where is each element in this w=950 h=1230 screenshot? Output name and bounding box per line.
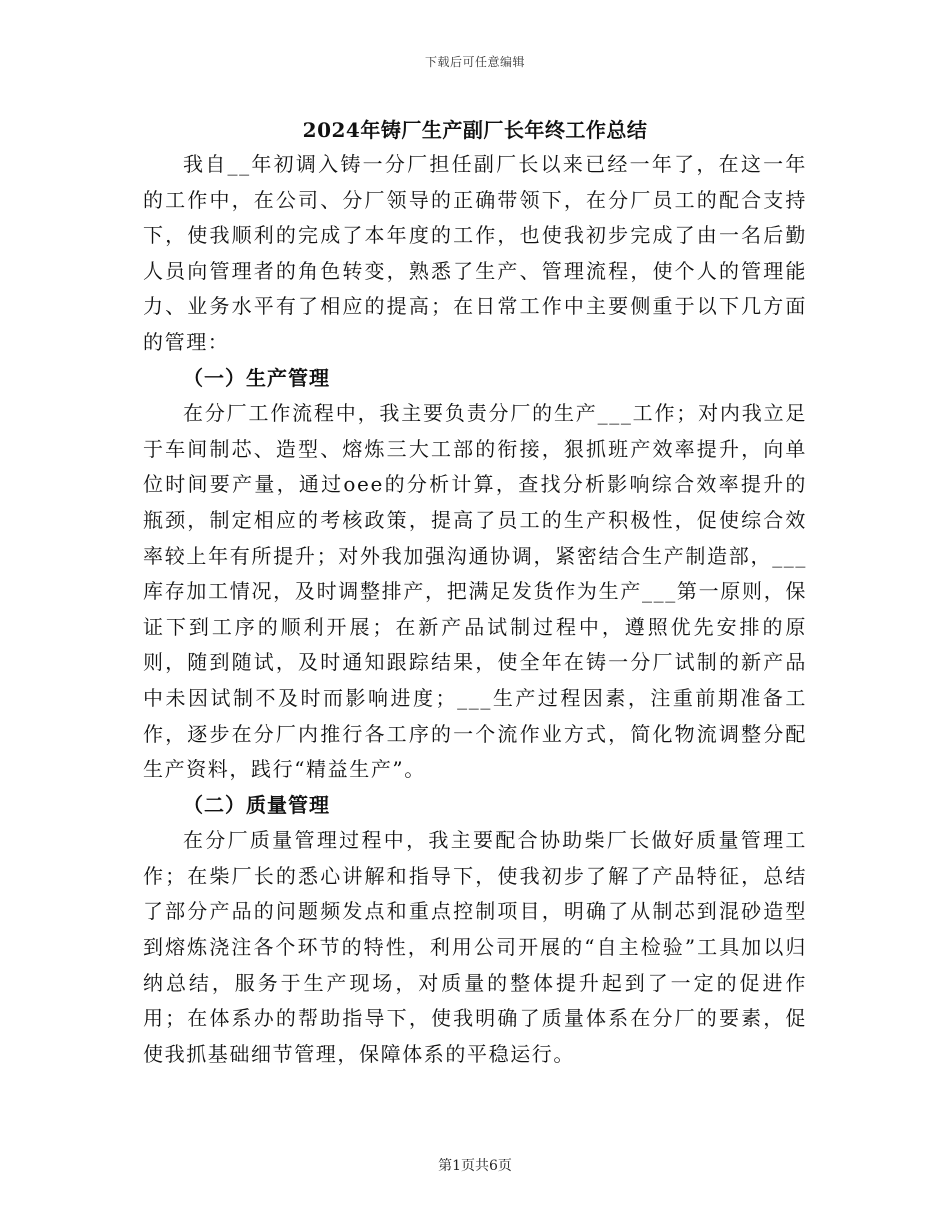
- section-paragraph-production: 在分厂工作流程中，我主要负责分厂的生产___工作；对内我立足于车间制芯、造型、熔炼三大工部的衔接，狠抓班产效率提升，向单位时间要产量，通过oee的分析计算，查找分析影响综合效率提升的瓶颈，制定相应的考核政策，提高了员工的生产积极性，促使综合效率较上年有所提升；对外我加强沟通协调，紧密结合生产制造部，___库存加工情况，及时调整排产，把满足发货作为生产___第一原则，保证下到工序的顺利开展；在新产品试制过程中，遵照优先安排的原则，随到随试，及时通知跟踪结果，使全年在铸一分厂试制的新产品中未因试制不及时而影响进度；___生产过程因素，注重前期准备工作，逐步在分厂内推行各工序的一个流作业方式，简化物流调整分配生产资料，践行“精益生产”。: [143, 401, 807, 782]
- intro-paragraph: 我自__年初调入铸一分厂担任副厂长以来已经一年了，在这一年的工作中，在公司、分厂领导的正确带领下，在分厂员工的配合支持下，使我顺利的完成了本年度的工作，也使我初步完成了由一名后勤人员向管理者的角色转变，熟悉了生产、管理流程，使个人的管理能力、业务水平有了相应的提高；在日常工作中主要侧重于以下几方面的管理：: [143, 152, 807, 354]
- document-body: [143, 147, 807, 1072]
- section-paragraph-quality: 在分厂质量管理过程中，我主要配合协助柴厂长做好质量管理工作；在柴厂长的悉心讲解和指导下，使我初步了解了产品特征，总结了部分产品的问题频发点和重点控制项目，明确了从制芯到混砂造型到熔炼浇注各个环节的特性，利用公司开展的“自主检验”工具加以归纳总结，服务于生产现场，对质量的整体提升起到了一定的促进作用；在体系办的帮助指导下，使我明确了质量体系在分厂的要素，促使我抓基础细节管理，保障体系的平稳运行。: [143, 828, 807, 1066]
- section-heading-quality: （二）质量管理: [183, 792, 330, 817]
- header-note: 下载后可任意编辑: [424, 55, 525, 69]
- document-title: 2024年铸厂生产副厂长年终工作总结: [302, 118, 648, 142]
- page-footer: 第1页共6页: [438, 1158, 512, 1174]
- section-heading-production: （一）生产管理: [183, 365, 330, 390]
